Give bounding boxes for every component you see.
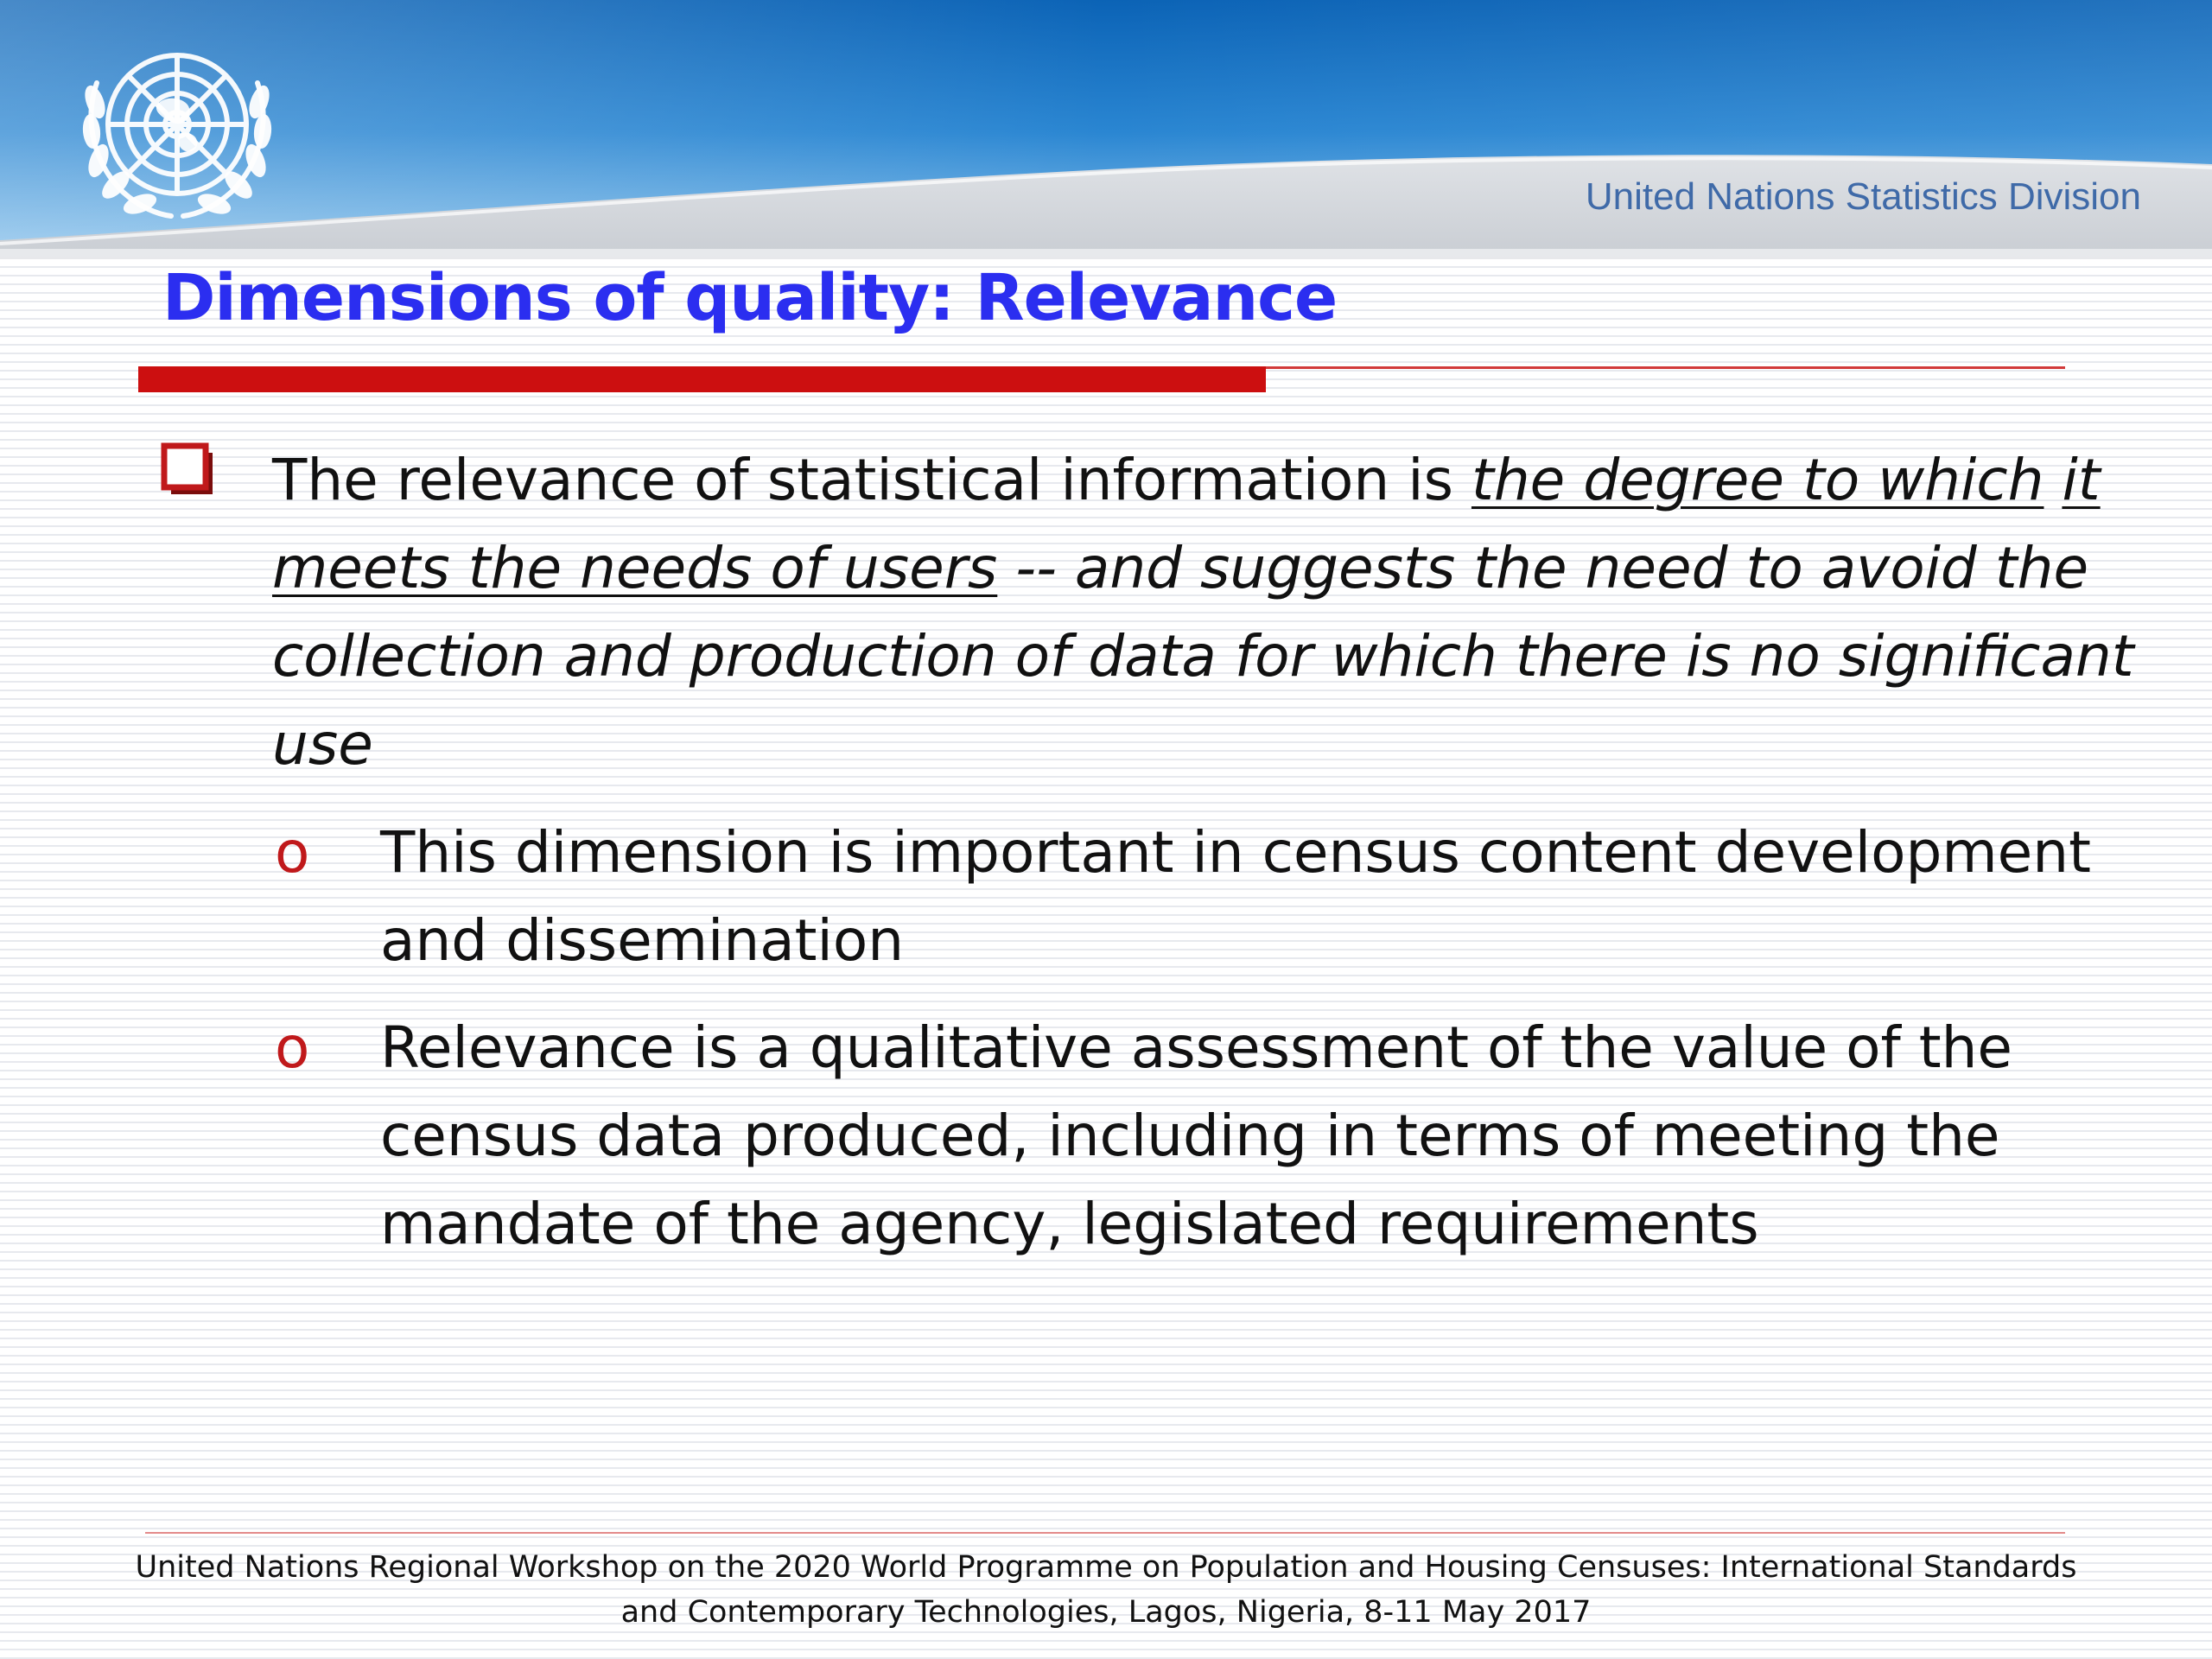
main-bullet-italic: -- and suggests the need to avoid the collection and production of data for which there is no significant use xyxy=(272,535,2134,778)
sub-bullet-text: This dimension is important in census content development and dissemination xyxy=(380,819,2091,974)
un-emblem-icon xyxy=(60,22,294,230)
main-bullet-space xyxy=(2044,447,2062,513)
header-banner xyxy=(0,0,2212,259)
division-name: United Nations Statistics Division xyxy=(1585,175,2141,218)
main-bullet-underlined-1: the degree to which xyxy=(1471,447,2044,513)
main-bullet-underlined-2: it meets the needs of users xyxy=(272,447,2101,601)
footer-line-1: United Nations Regional Workshop on the 2020 World Programme on Population and Housing Censuses: International Standards xyxy=(135,1550,2077,1585)
banner-background xyxy=(0,0,2212,259)
hollow-square-bullet-icon xyxy=(161,442,216,498)
title-underline-thick xyxy=(138,366,1266,392)
slide-title: Dimensions of quality: Relevance xyxy=(162,261,1338,335)
footer-line-2: and Contemporary Technologies, Lagos, Nigeria, 8-11 May 2017 xyxy=(620,1595,1592,1630)
footer-divider xyxy=(145,1532,2065,1534)
sub-bullet-text: Relevance is a qualitative assessment of the value of the census data produced, including in terms of meeting the mandate of the agency, legislated requirements xyxy=(380,1014,2013,1257)
title-underline-thin xyxy=(1266,366,2065,369)
main-bullet-text xyxy=(272,436,2160,789)
sub-bullet-marker: o xyxy=(275,1014,310,1081)
footer-text xyxy=(86,1545,2126,1635)
sub-bullet-marker: o xyxy=(275,819,310,886)
main-bullet-plain: The relevance of statistical information is xyxy=(272,447,1471,513)
